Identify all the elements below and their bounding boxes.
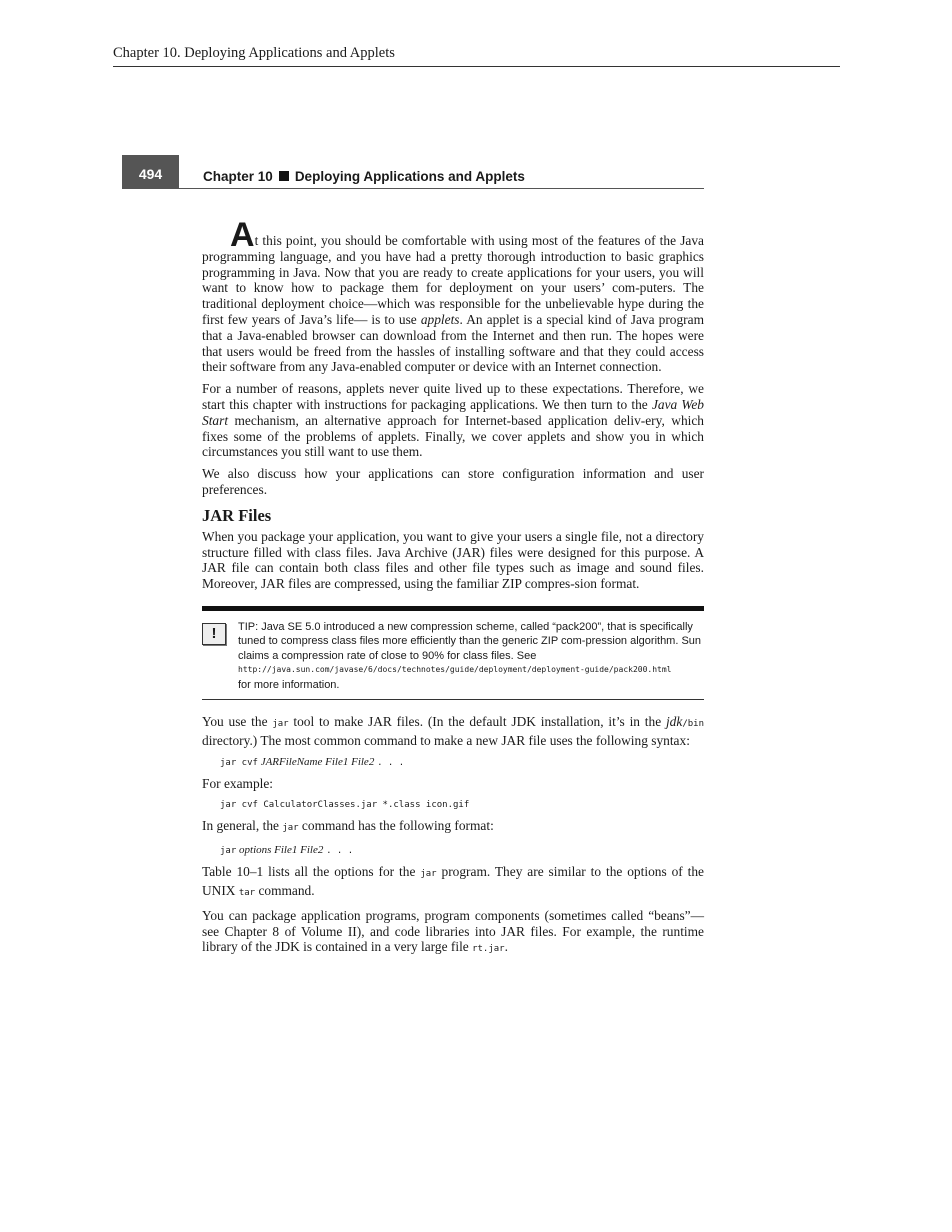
usage-paragraph-3: In general, the jar command has the following format:: [202, 818, 494, 834]
usage-paragraph-1: You use the jar tool to make JAR files. (In the default JDK installation, it’s in the jdk/bin directory.) The most common command to make a new JAR file uses the following syntax:: [202, 713, 704, 748]
tip-text: TIP: Java SE 5.0 introduced a new compression scheme, called “pack200”, that is specifically tuned to compress class files more efficiently than the generic ZIP com-pression algorithm. Sun claims a compression rate of close to 90% for class files. See http://java.sun.com/javase/6/docs/technotes/guide/deployment/deployment-guide/pack200.html for more information.: [238, 620, 704, 692]
chapter-number: 10: [257, 169, 273, 184]
code-syntax: jar cvf JARFileName File1 File2 . . .: [220, 755, 405, 768]
jar-paragraph-1: When you package your application, you want to give your users a single file, not a directory structure filled with class files. Java Archive (JAR) files were designed for this purpose. A JAR file can contain both class files and other file types such as image and sound files. Moreover, JAR files are compressed, using the familiar ZIP compres-sion format.: [202, 528, 704, 592]
square-bullet-icon: [279, 171, 289, 181]
tip-url: http://java.sun.com/javase/6/docs/technotes/guide/deployment/deployment-guide/pack200.html: [238, 665, 672, 675]
chapter-label: Chapter: [203, 169, 255, 184]
code-example: jar cvf CalculatorClasses.jar *.class icon.gif: [220, 800, 470, 811]
code-format: jar options File1 File2 . . .: [220, 844, 354, 857]
usage-paragraph-4: Table 10–1 lists all the options for the jar program. They are similar to the options of the UNIX tar command.: [202, 864, 705, 898]
section-heading-jar-files: JAR Files: [202, 505, 272, 525]
book-page-header: [122, 155, 704, 189]
page-body: [202, 216, 705, 964]
exclamation-icon: !: [202, 623, 226, 645]
intro-paragraph-2: For a number of reasons, applets never quite lived up to these expectations. Therefore, we start this chapter with instructions for packaging applications. We then turn to the Java Web Start mechanism, an alternative approach for Internet-based application deliv-ery, which fixes some of the problems of applets. Finally, we cover applets and show you in which circumstances you still want to use them.: [202, 381, 704, 460]
tip-box: [202, 606, 704, 700]
intro-paragraph-1: At this point, you should be comfortable with using most of the features of the Java programming language, and you have had a pretty thorough introduction to basic graphics programming in Java. Now that you are ready to create applications for your users, you will want to know how to package them for deployment on your users’ com-puters. The traditional deployment choice—which was responsible for the unbelievable hype during the first few years of Java’s life— is to use applets. An applet is a special kind of Java program that a Java-enabled browser can download from the Internet and then run. The hopes were that users would be freed from the hassles of installing software and that they could access their software from any Java-enabled computer or device with an Internet connection.: [202, 216, 704, 375]
page-number: 494: [122, 155, 179, 188]
usage-paragraph-5: You can package application programs, program components (sometimes called “beans”—see Chapter 8 of Volume II), and code libraries into JAR files. For example, the runtime library of the JDK is contained in a very large file rt.jar.: [202, 907, 704, 955]
intro-paragraph-3: We also discuss how your applications can store configuration information and user preferences.: [202, 466, 704, 497]
chapter-name: Deploying Applications and Applets: [294, 169, 525, 184]
chapter-title: [203, 169, 525, 184]
running-head: Chapter 10. Deploying Applications and Applets: [113, 45, 840, 67]
drop-cap: A: [230, 216, 255, 254]
usage-paragraph-2: For example:: [202, 775, 274, 791]
